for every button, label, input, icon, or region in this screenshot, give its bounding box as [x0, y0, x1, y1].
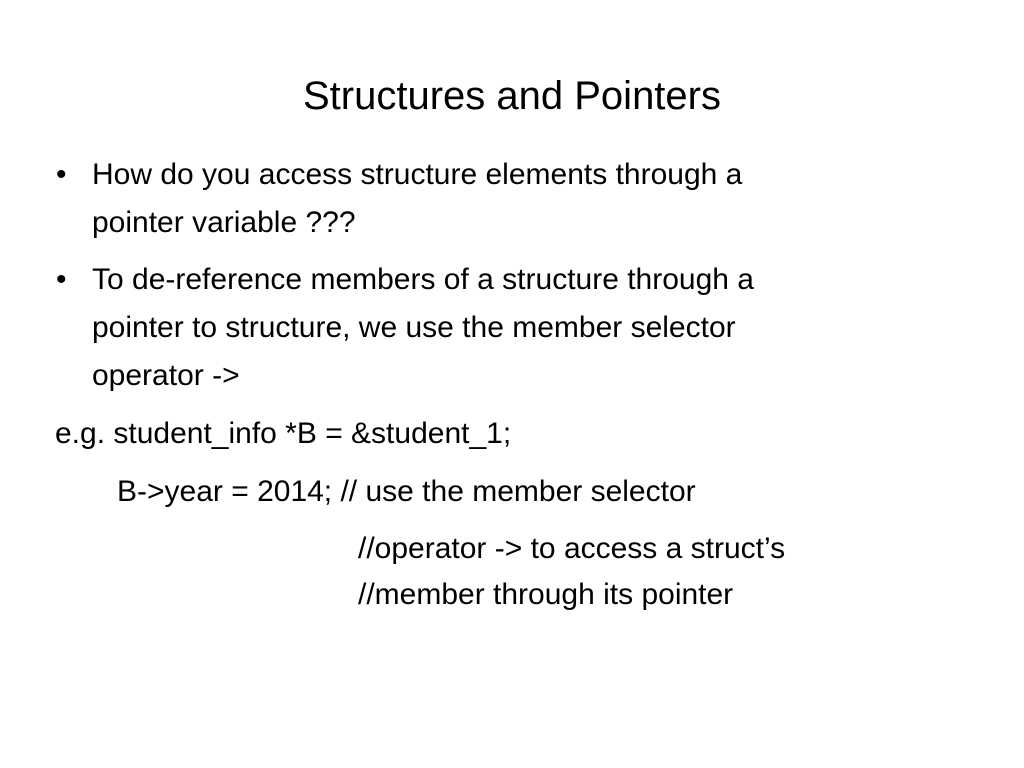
bullet-2-line-2: pointer to structure, we use the member selector	[92, 311, 736, 344]
bullet-marker-2: •	[56, 263, 67, 296]
bullet-1-line-1: How do you access structure elements through a	[92, 158, 743, 191]
bullet-marker-1: •	[56, 158, 67, 191]
bullet-2-line-1: To de-reference members of a structure through a	[92, 263, 754, 296]
example-comment-2: //member through its pointer	[358, 578, 734, 611]
bullet-1-line-2: pointer variable ???	[92, 206, 356, 239]
slide-title: Structures and Pointers	[303, 74, 721, 118]
bullet-2-line-3: operator ->	[92, 359, 240, 392]
example-comment-1: //operator -> to access a struct’s	[358, 532, 786, 565]
example-line-2: B->year = 2014; // use the member selector	[117, 475, 696, 508]
example-line-1: e.g. student_info *B = &student_1;	[55, 417, 512, 450]
